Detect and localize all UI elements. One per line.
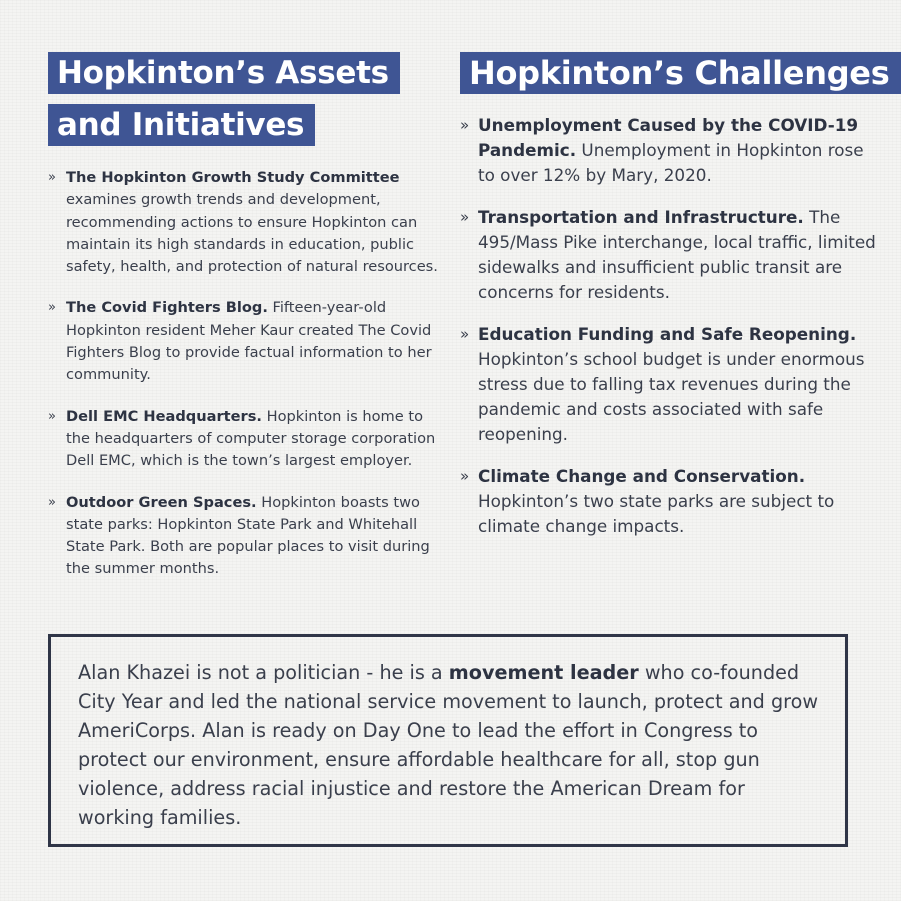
candidate-callout-box bbox=[48, 634, 848, 847]
assets-list-item bbox=[48, 492, 440, 581]
item-body: Hopkinton boasts two state parks: Hopkinton State Park and Whitehall State Park. Both are popular places to visit during the summer months. bbox=[66, 493, 430, 578]
item-title: Outdoor Green Spaces. bbox=[66, 493, 257, 511]
item-body: The 495/Mass Pike interchange, local traffic, limited sidewalks and insufficient public transit are concerns for residents. bbox=[478, 207, 876, 302]
bullet-icon: » bbox=[460, 208, 470, 226]
item-body: Unemployment in Hopkinton rose to over 12% by Mary, 2020. bbox=[478, 140, 864, 185]
item-title: Dell EMC Headquarters. bbox=[66, 407, 262, 425]
item-title: The Covid Fighters Blog. bbox=[66, 299, 268, 317]
assets-heading-line-2: and Initiatives bbox=[48, 104, 315, 146]
item-body: Hopkinton is home to the headquarters of computer storage corporation Dell EMC, which is the town’s largest employer. bbox=[66, 407, 436, 470]
item-title: Education Funding and Safe Reopening. bbox=[478, 324, 857, 344]
bullet-icon: » bbox=[48, 170, 56, 185]
callout-text-rest: who co-founded City Year and led the national service movement to launch, protect and grow AmeriCorps. Alan is ready on Day One to lead the effort in Congress to protect our environment, ensure affordable healthcare for all, stop gun violence, address racial injustice and restore the American Dream for working families. bbox=[78, 661, 819, 829]
challenges-heading: Hopkinton’s Challenges bbox=[460, 52, 901, 94]
bullet-icon: » bbox=[460, 467, 470, 485]
bullet-icon: » bbox=[460, 116, 470, 134]
item-body: Hopkinton’s two state parks are subject to climate change impacts. bbox=[478, 491, 835, 536]
item-title: The Hopkinton Growth Study Committee bbox=[66, 169, 400, 186]
item-title: Unemployment Caused by the COVID-19 Pandemic. bbox=[478, 115, 859, 160]
callout-text-intro: Alan Khazei is not a politician - he is a bbox=[78, 661, 449, 684]
challenges-list bbox=[460, 113, 880, 556]
item-body: examines growth trends and development, recommending actions to ensure Hopkinton can maintain its high standards in education, public safety, health, and protection of natural resources. bbox=[66, 191, 438, 276]
bullet-icon: » bbox=[48, 408, 56, 424]
challenges-list-item bbox=[460, 205, 880, 305]
assets-list-item bbox=[48, 406, 440, 473]
item-body: Fifteen-year-old Hopkinton resident Meher Kaur created The Covid Fighters Blog to provide factual information to her community. bbox=[66, 299, 432, 384]
assets-list-item bbox=[48, 167, 440, 278]
challenges-list-item bbox=[460, 464, 880, 539]
item-body: Hopkinton’s school budget is under enormous stress due to falling tax revenues during the pandemic and costs associated with safe reopening. bbox=[478, 349, 865, 444]
challenges-list-item bbox=[460, 322, 880, 447]
bullet-icon: » bbox=[460, 325, 470, 343]
item-title: Climate Change and Conservation. bbox=[478, 466, 806, 486]
callout-emphasis: movement leader bbox=[448, 661, 639, 684]
assets-list bbox=[48, 167, 440, 600]
assets-list-item bbox=[48, 297, 440, 386]
bullet-icon: » bbox=[48, 494, 56, 510]
item-title: Transportation and Infrastructure. bbox=[478, 207, 804, 227]
bullet-icon: » bbox=[48, 300, 56, 316]
assets-heading-line-1: Hopkinton’s Assets bbox=[48, 52, 400, 94]
challenges-list-item bbox=[460, 113, 880, 188]
